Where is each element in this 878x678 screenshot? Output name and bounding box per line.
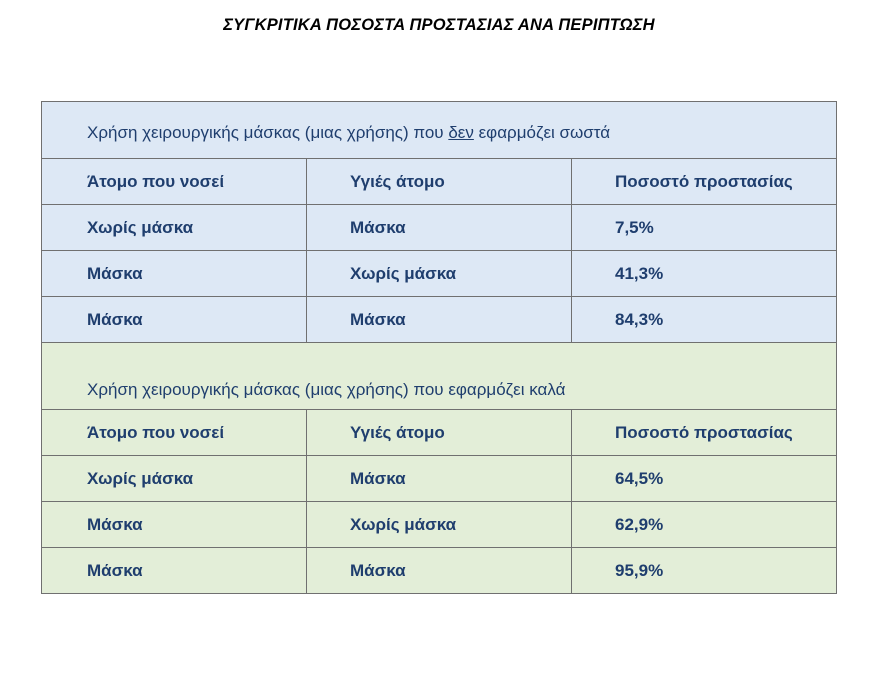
header-healthy-person: Υγιές άτομο xyxy=(307,410,572,456)
cell-protection-rate: 64,5% xyxy=(572,456,837,502)
header-row xyxy=(42,159,837,205)
cell-healthy-person: Μάσκα xyxy=(307,456,572,502)
header-protection-rate: Ποσοστό προστασίας xyxy=(572,159,837,205)
cell-sick-person: Χωρίς μάσκα xyxy=(42,456,307,502)
section-title-part: εφαρμόζει σωστά xyxy=(473,123,611,142)
cell-healthy-person: Χωρίς μάσκα xyxy=(307,251,572,297)
section-title-row xyxy=(42,102,837,159)
cell-sick-person: Μάσκα xyxy=(42,297,307,343)
table-row xyxy=(42,502,837,548)
cell-healthy-person: Μάσκα xyxy=(307,548,572,594)
cell-sick-person: Μάσκα xyxy=(42,548,307,594)
cell-protection-rate: 84,3% xyxy=(572,297,837,343)
cell-protection-rate: 7,5% xyxy=(572,205,837,251)
table-row xyxy=(42,251,837,297)
cell-protection-rate: 95,9% xyxy=(572,548,837,594)
section-title-part: Χρήση χειρουργικής μάσκας (μιας χρήσης) που xyxy=(87,123,449,142)
table-row xyxy=(42,205,837,251)
cell-sick-person: Μάσκα xyxy=(42,502,307,548)
page-title: ΣΥΓΚΡΙΤΙΚΑ ΠΟΣΟΣΤΑ ΠΡΟΣΤΑΣΙΑΣ ΑΝΑ ΠΕΡΙΠΤΩΣΗ xyxy=(223,16,655,34)
header-protection-rate: Ποσοστό προστασίας xyxy=(572,410,837,456)
cell-sick-person: Μάσκα xyxy=(42,251,307,297)
comparison-table xyxy=(41,101,837,594)
cell-healthy-person: Μάσκα xyxy=(307,297,572,343)
cell-healthy-person: Χωρίς μάσκα xyxy=(307,502,572,548)
cell-protection-rate: 41,3% xyxy=(572,251,837,297)
header-healthy-person: Υγιές άτομο xyxy=(307,159,572,205)
section-title-text xyxy=(87,123,610,142)
section-title-row xyxy=(42,343,837,410)
cell-healthy-person: Μάσκα xyxy=(307,205,572,251)
table-row xyxy=(42,548,837,594)
header-row xyxy=(42,410,837,456)
section-title xyxy=(42,102,837,159)
cell-protection-rate: 62,9% xyxy=(572,502,837,548)
table-row xyxy=(42,297,837,343)
header-sick-person: Άτομο που νοσεί xyxy=(42,410,307,456)
section-title-emphasis: δεν xyxy=(448,123,474,142)
header-sick-person: Άτομο που νοσεί xyxy=(42,159,307,205)
table-row xyxy=(42,456,837,502)
cell-sick-person: Χωρίς μάσκα xyxy=(42,205,307,251)
section-title: Χρήση χειρουργικής μάσκας (μιας χρήσης) που εφαρμόζει καλά xyxy=(42,343,837,410)
